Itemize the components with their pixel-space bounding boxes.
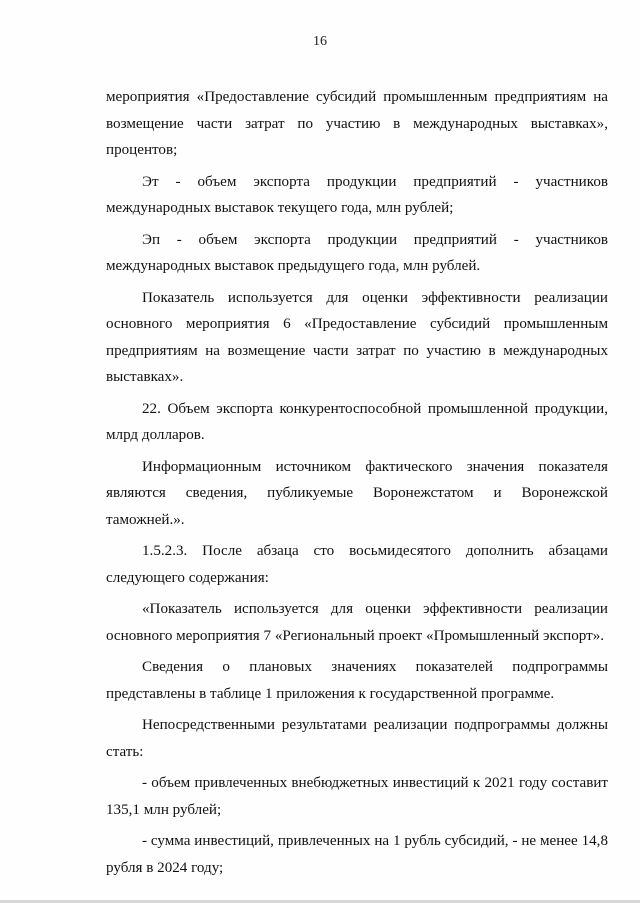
list-item-investments: - объем привлеченных внебюджетных инвестиций к 2021 году составит 135,1 млн рублей; xyxy=(106,775,608,818)
paragraph-direct-results: Непосредственными результатами реализации подпрограммы должны стать: xyxy=(106,717,608,760)
document-body xyxy=(106,84,608,881)
page-number: 16 xyxy=(313,34,327,49)
paragraph-item-22: 22. Объем экспорта конкурентоспособной промышленной продукции, млрд долларов. xyxy=(106,400,608,443)
paragraph-indicator-usage-6: Показатель используется для оценки эффективности реализации основного мероприятия 6 «Предоставление субсидий промышленным предприятиям на возмещение части затрат по участию в международных выставках». xyxy=(106,289,608,385)
paragraph-variable-et: Эт - объем экспорта продукции предприятий - участников международных выставок текущего года, млн рублей; xyxy=(106,173,608,216)
list-item-investment-per-ruble: - сумма инвестиций, привлеченных на 1 рубль субсидий, - не менее 14,8 рубля в 2024 году; xyxy=(106,833,608,876)
paragraph-variable-ep: Эп - объем экспорта продукции предприятий - участников международных выставок предыдущего года, млн рублей. xyxy=(106,231,608,274)
paragraph-continuation: мероприятия «Предоставление субсидий промышленным предприятиям на возмещение части затрат по участию в международных выставках», процентов; xyxy=(106,89,608,158)
paragraph-planned-values: Сведения о плановых значениях показателей подпрограммы представлены в таблице 1 приложения к государственной программе. xyxy=(106,659,608,702)
paragraph-indicator-usage-7: «Показатель используется для оценки эффективности реализации основного мероприятия 7 «Региональный проект «Промышленный экспорт». xyxy=(106,601,608,644)
paragraph-info-source: Информационным источником фактического значения показателя являются сведения, публикуемые Воронежстатом и Воронежской таможней.». xyxy=(106,458,608,528)
paragraph-amendment-1-5-2-3: 1.5.2.3. После абзаца сто восьмидесятого дополнить абзацами следующего содержания: xyxy=(106,543,608,586)
